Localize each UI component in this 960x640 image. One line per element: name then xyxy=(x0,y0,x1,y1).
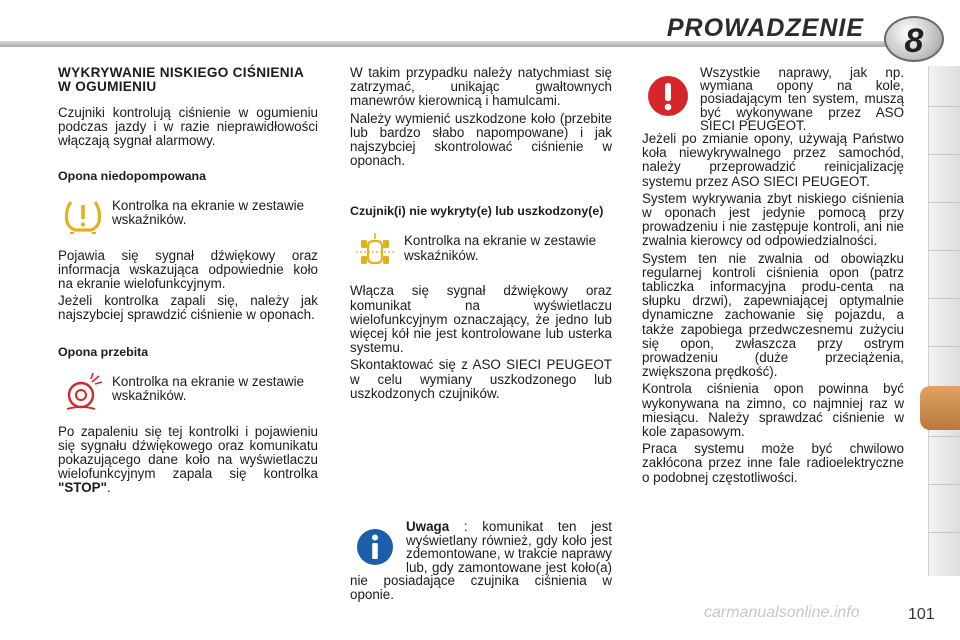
stop-label: "STOP" xyxy=(58,480,107,496)
cold-check-paragraph: Kontrola ciśnienia opon powinna być wykonywana na zimno, co najmniej raz w miesiącu. Należy sprawdzać ciśnienie w kole zapasowym. xyxy=(642,381,904,440)
tab-divider xyxy=(929,106,960,107)
column-2 xyxy=(350,66,612,404)
note-text: : komunikat ten jest wyświetlany również, gdy koło jest zdemontowane, w trakcie naprawy lub, gdy zamontowane jest koło(a) nie posiadające czujnika ciśnienia w oponie. xyxy=(350,519,612,602)
tab-divider xyxy=(929,202,960,203)
punctured-tyre-icon xyxy=(58,371,108,413)
stop-immediately-paragraph: W takim przypadku należy natychmiast się zatrzymać, unikając gwałtownych manewrów kierownicą i hamulcami. xyxy=(350,65,612,109)
page-title: PROWADZENIE xyxy=(666,14,864,42)
sensor-fault-icon xyxy=(350,230,400,272)
punctured-paragraph-text: Po zapaleniu się tej kontrolki i pojawieniu się sygnału dźwiękowego oraz komunikatu pokazującego dane koło na wyświetlaczu wielofunkcyjnym zapala się kontrolka xyxy=(58,423,318,482)
info-icon xyxy=(350,524,400,570)
chapter-number: 8 xyxy=(904,22,924,60)
tab-divider xyxy=(929,154,960,155)
reinit-paragraph: Jeżeli po zmianie opony, używają Państwo koła niewykrywalnego przez samochód, należy przeprowadzić reinicjalizację systemu przez ASO SIECI PEUGEOT. xyxy=(642,131,904,189)
tab-divider xyxy=(929,436,960,437)
contact-dealer-paragraph: Skontaktować się z ASO SIECI PEUGEOT w celu wymiany uszkodzonego lub uszkodzonych czujników. xyxy=(350,357,612,401)
tab-divider xyxy=(929,250,960,251)
column-3 xyxy=(642,66,904,488)
page-number: 101 xyxy=(908,606,935,623)
punctured-indicator-text: Kontrolka na ekranie w zestawie wskaźników. xyxy=(112,373,305,403)
watermark: carmanualsonline.info xyxy=(704,604,860,621)
punctured-period: . xyxy=(106,480,111,496)
punctured-indicator-row xyxy=(58,371,318,413)
note-label: Uwaga xyxy=(406,519,450,534)
sensor-alarm-paragraph: Włącza się sygnał dźwiękowy oraz komunikat na wyświetlaczu wielofunkcyjnym oznaczający, że jedno lub więcej kół nie jest kontrolowane lub usterka systemu. xyxy=(350,283,612,356)
sensor-indicator-row xyxy=(350,230,612,272)
page-header xyxy=(0,0,960,46)
underinflated-paragraph-2: Jeżeli kontrolka zapali się, należy jak najszybciej sprawdzić ciśnienie w oponach. xyxy=(58,293,318,323)
chapter-badge xyxy=(884,16,944,62)
tab-divider xyxy=(929,346,960,347)
interference-paragraph: Praca systemu może być chwilowo zakłócona przez inne fale radioelektryczne o podobnej częstotliwości. xyxy=(642,441,904,485)
sensor-heading: Czujnik(i) nie wykryty(e) lub uszkodzony(e) xyxy=(350,204,604,219)
column-1 xyxy=(58,66,318,499)
replace-wheel-paragraph: Należy wymienić uszkodzone koło (przebite lub bardzo słabo napompowane) i jak najszybciej skontrolować ciśnienie w oponach. xyxy=(350,110,612,169)
warning-text: Wszystkie naprawy, jak np. wymiana opony na kole, posiadającym ten system, muszą być wykonywane przez ASO SIECI PEUGEOT. xyxy=(700,65,904,133)
warning-exclamation-icon xyxy=(642,66,694,126)
underinflated-indicator-row xyxy=(58,195,318,237)
chapter-tab-strip xyxy=(928,66,960,576)
assistance-paragraph: System wykrywania zbyt niskiego ciśnienia w oponach jest jedynie pomocą przy prowadzeniu i nie zastępuje kontroli, ani nie zwalnia kierowcy od odpowiedzialności. xyxy=(642,190,904,249)
regular-check-paragraph: System ten nie zwalnia od obowiązku regularnej kontroli ciśnienia opon (patrz tabliczka informacyjna produ-centa na słupku drzwi), zapewniającej optymalnie dynamiczne zachowanie się pojazdu, a także zapobiega przedwczesnemu zużyciu się opon, zwłaszcza przy ostrym prowadzeniu (duże przeciążenia, zwiększona prędkość). xyxy=(642,250,904,380)
underinflated-indicator-text: Kontrolka na ekranie w zestawie wskaźników. xyxy=(112,197,305,227)
punctured-heading: Opona przebita xyxy=(58,344,149,359)
tyre-pressure-warning-icon xyxy=(58,195,108,237)
underinflated-paragraph-1: Pojawia się sygnał dźwiękowy oraz informacja wskazująca odpowiednie koło na ekranie wielofunkcyjnym. xyxy=(58,247,318,292)
sensor-indicator-text: Kontrolka na ekranie w zestawie wskaźników. xyxy=(404,233,597,263)
section-title: WYKRYWANIE NISKIEGO CIŚNIENIA W OGUMIENIU xyxy=(58,65,304,94)
underinflated-heading: Opona niedopompowana xyxy=(58,168,206,183)
tab-divider xyxy=(929,532,960,533)
tab-divider xyxy=(929,484,960,485)
warning-block xyxy=(642,66,904,132)
intro-paragraph: Czujniki kontrolują ciśnienie w ogumieniu podczas jazdy i w razie nieprawidłowości włączają sygnał alarmowy. xyxy=(58,105,318,149)
tab-divider xyxy=(929,298,960,299)
chapter-tab-active[interactable] xyxy=(920,386,960,430)
punctured-paragraph xyxy=(58,425,318,496)
info-note xyxy=(350,520,612,602)
